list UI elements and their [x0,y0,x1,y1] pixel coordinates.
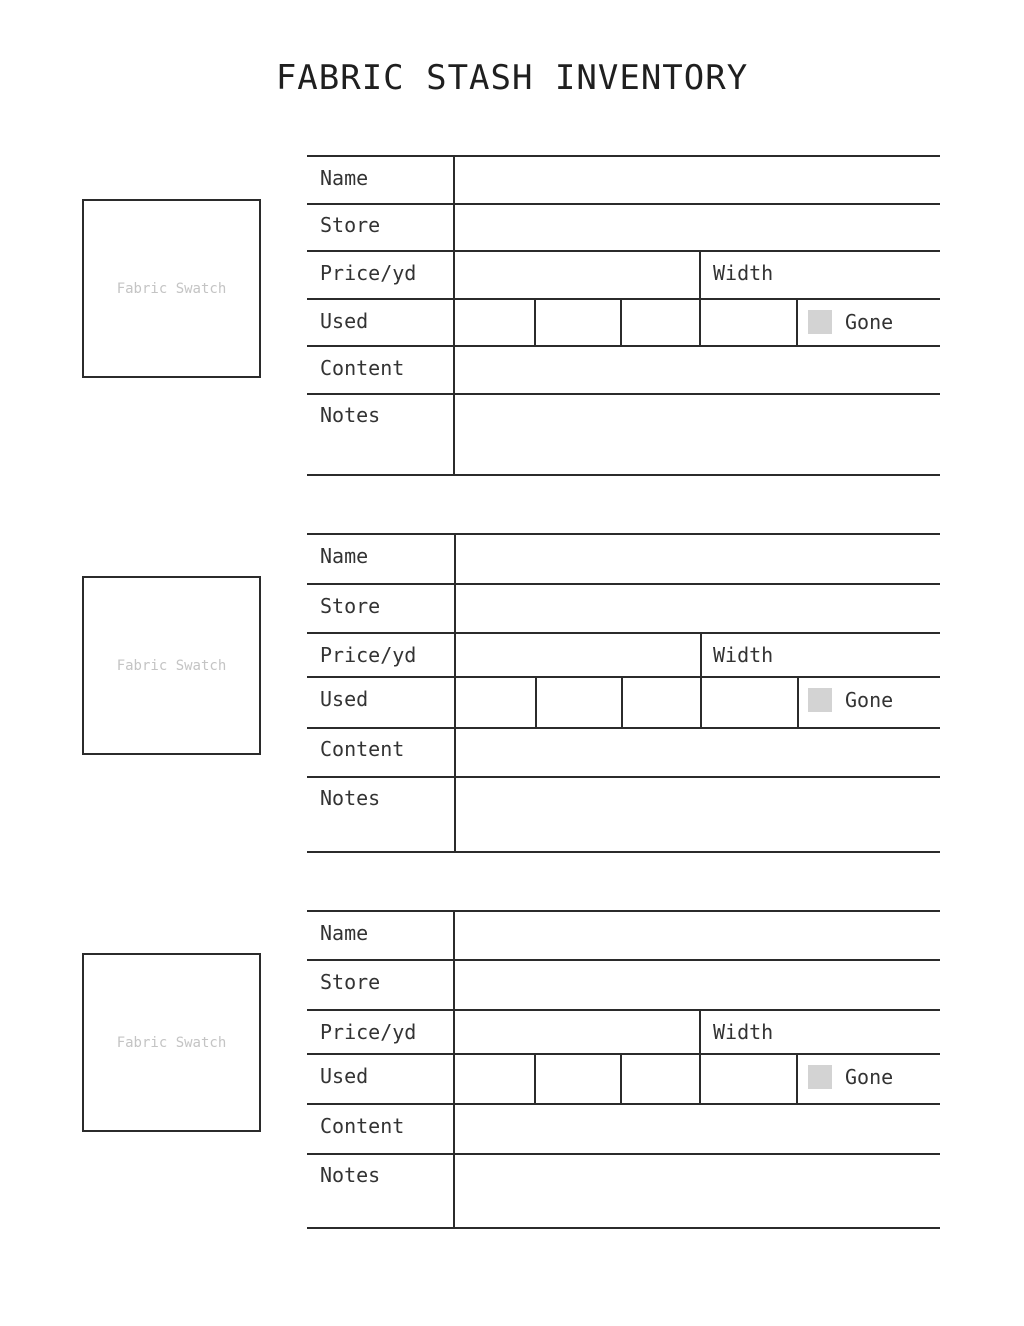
width-label: Width [713,1020,774,1044]
gone-checkbox[interactable] [808,310,832,334]
gone-label: Gone [845,310,894,334]
name-field[interactable] [456,158,940,203]
used-field-2[interactable] [537,300,620,345]
used-divider [621,676,623,729]
used-label: Used [320,1064,369,1088]
notes-field[interactable] [457,779,940,851]
row-divider [307,1227,940,1229]
name-label: Name [320,544,369,568]
store-label: Store [320,213,381,237]
used-field-3[interactable] [624,678,700,727]
used-field-4[interactable] [702,300,796,345]
content-field[interactable] [456,1105,940,1153]
content-field[interactable] [457,729,940,776]
store-field[interactable] [456,962,940,1009]
used-divider [796,1053,798,1105]
price-field[interactable] [456,253,699,298]
label-column-divider [453,910,455,1229]
width-label: Width [713,261,774,285]
row-divider [307,345,940,347]
width-field[interactable] [795,253,940,298]
row-divider [307,155,940,157]
store-label: Store [320,970,381,994]
width-label: Width [713,643,774,667]
notes-label: Notes [320,786,381,810]
used-label: Used [320,687,369,711]
used-field-1[interactable] [456,300,534,345]
width-divider [699,1009,701,1055]
row-divider [307,851,940,853]
used-label: Used [320,309,369,333]
row-divider [307,776,940,778]
fabric-swatch-box[interactable] [82,953,261,1132]
fabric-swatch-box[interactable] [82,576,261,755]
row-divider [307,250,940,252]
fabric-swatch-label: Fabric Swatch [116,657,227,674]
gone-label: Gone [845,688,894,712]
notes-label: Notes [320,1163,381,1187]
name-label: Name [320,921,369,945]
notes-field[interactable] [456,396,940,474]
row-divider [307,910,940,912]
row-divider [307,1153,940,1155]
content-label: Content [320,1114,405,1138]
store-label: Store [320,594,381,618]
used-divider [699,1053,701,1105]
used-divider [620,298,622,347]
used-divider [796,298,798,347]
page-title: FABRIC STASH INVENTORY [275,58,749,98]
used-divider [535,676,537,729]
row-divider [307,533,940,535]
gone-checkbox[interactable] [808,688,832,712]
used-field-4[interactable] [703,678,797,727]
used-field-2[interactable] [538,678,621,727]
used-divider [534,1053,536,1105]
content-field[interactable] [456,348,940,393]
row-divider [307,474,940,476]
width-divider [699,250,701,300]
used-divider [797,676,799,729]
name-label: Name [320,166,369,190]
store-field[interactable] [456,205,940,250]
fabric-swatch-box[interactable] [82,199,261,378]
used-field-1[interactable] [456,1055,534,1103]
name-field[interactable] [456,913,940,959]
used-divider [620,1053,622,1105]
gone-label: Gone [845,1065,894,1089]
price-field[interactable] [457,634,700,676]
gone-checkbox[interactable] [808,1065,832,1089]
used-divider [534,298,536,347]
content-label: Content [320,737,405,761]
width-field[interactable] [796,634,940,676]
used-field-2[interactable] [537,1055,620,1103]
used-field-3[interactable] [623,1055,699,1103]
label-column-divider [454,533,456,853]
used-field-3[interactable] [623,300,699,345]
name-field[interactable] [457,536,940,583]
used-field-4[interactable] [702,1055,796,1103]
notes-label: Notes [320,403,381,427]
width-field[interactable] [795,1011,940,1053]
fabric-swatch-label: Fabric Swatch [116,1034,227,1051]
store-field[interactable] [457,585,940,632]
used-divider [700,676,702,729]
price-field[interactable] [456,1011,699,1053]
width-divider [700,632,702,678]
row-divider [307,959,940,961]
used-divider [699,298,701,347]
price-label: Price/yd [320,1020,417,1044]
price-label: Price/yd [320,643,417,667]
notes-field[interactable] [456,1156,940,1227]
label-column-divider [453,155,455,476]
used-field-1[interactable] [457,678,535,727]
row-divider [307,393,940,395]
price-label: Price/yd [320,261,417,285]
content-label: Content [320,356,405,380]
fabric-swatch-label: Fabric Swatch [116,280,227,297]
